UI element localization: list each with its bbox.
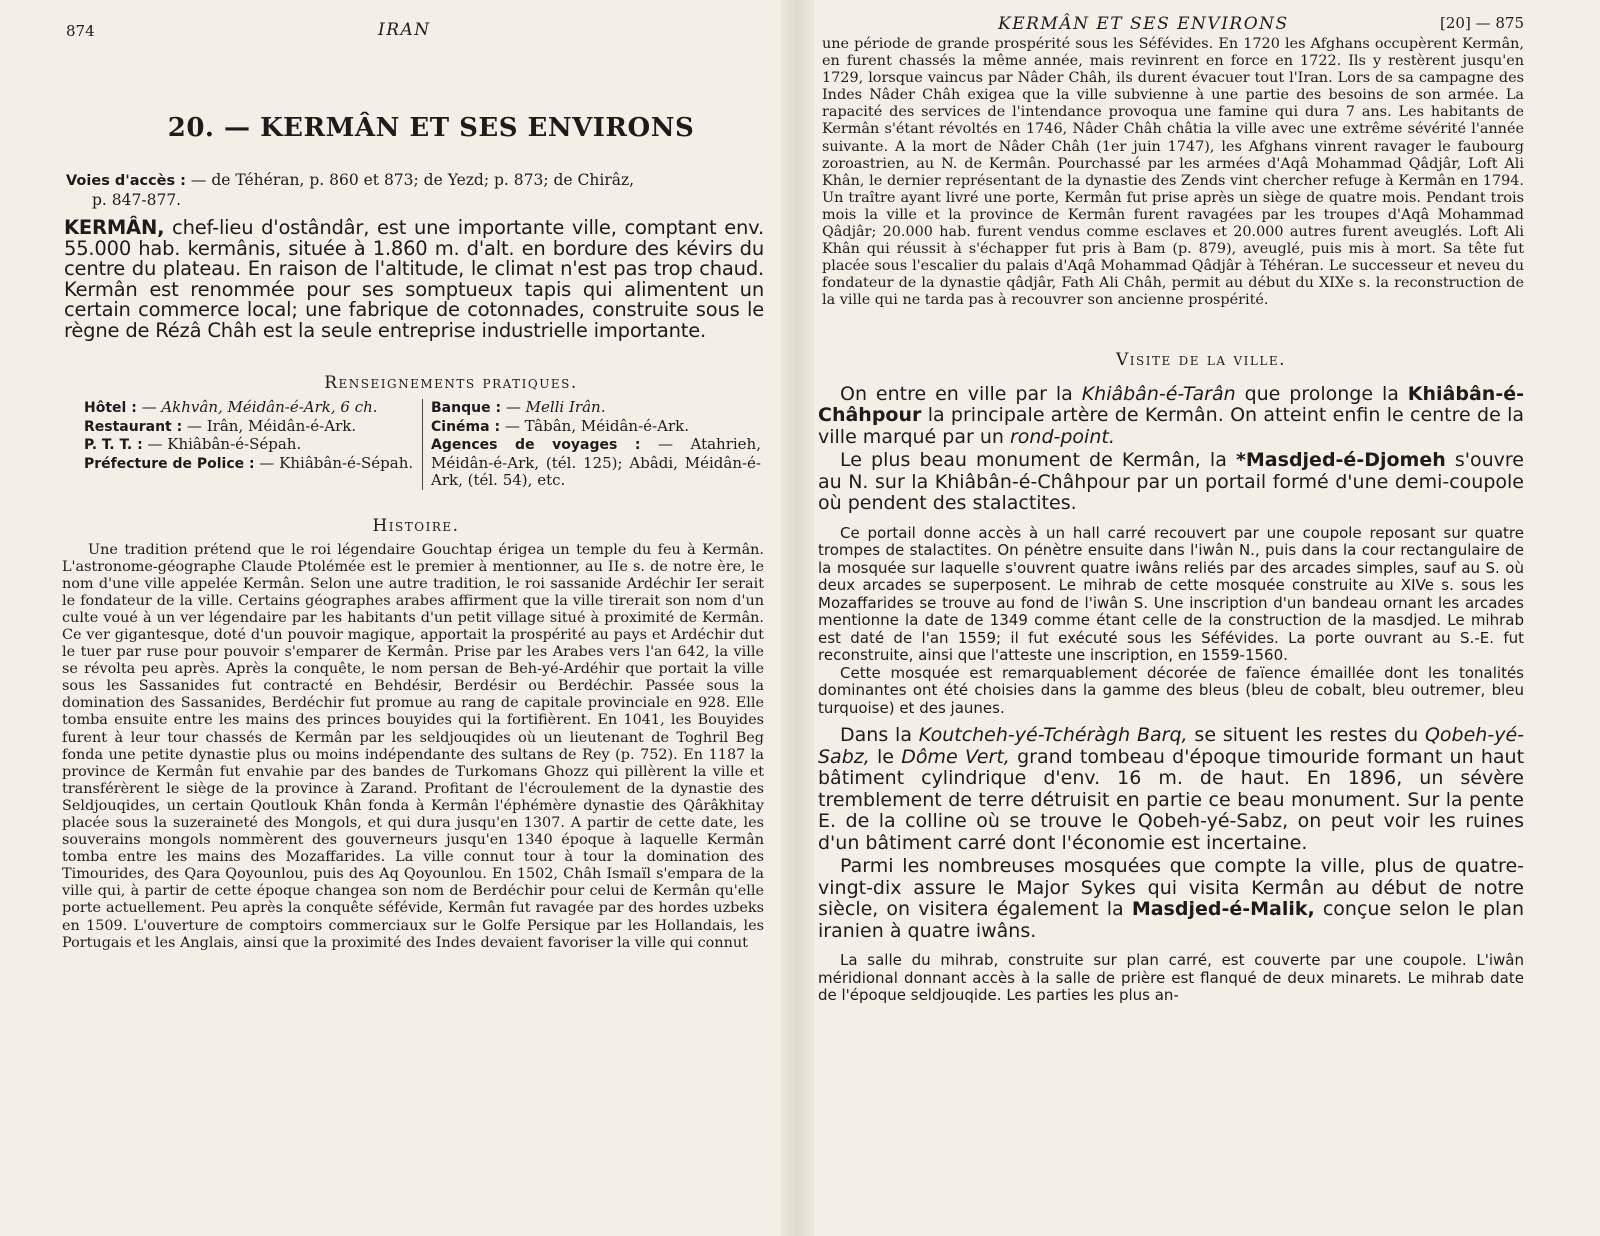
malik-c: conçue selon le plan iranien à quatre iwâns. bbox=[818, 898, 1524, 942]
right-running-head bbox=[818, 0, 1524, 34]
agences-entry bbox=[431, 436, 761, 490]
qobeh-d: Qobeh-yé-Sabz, bbox=[818, 724, 1524, 768]
hotel-text: — Akhvân, Méidân-é-Ark, 6 ch. bbox=[141, 398, 378, 416]
visite-p1-c: que prolonge la bbox=[1244, 382, 1399, 405]
hotel-label: Hôtel : bbox=[84, 400, 137, 416]
mosque-desc-text: Ce portail donne accès à un hall carré recouvert par une coupole reposant sur quatre trompes de stalactites. On pénètre ensuite dans l'iwân N., puis dans la cour rectangulaire de la mosquée sur laquelle s'ouvrent quatre iwâns reliés par des arcades simples, sauf au S. où deux arcades se superposent. Le mihrab de cette mosquée construite au XIVe s. sous les Mozaffarides se trouve au fond de l'iwân S. Une inscription d'un bandeau ornant les arcades mentionne la date de 1349 comme étant celle de la construction de la masdjed. Le mihrab est daté de l'an 1559; il fut exécuté sous les Séfévides. La porte ouvrant au S.-E. fut reconstruite, ainsi que l'atteste une inscription, en 1559-1560. bbox=[818, 523, 1524, 664]
histoire-section bbox=[62, 542, 764, 952]
renseignements-heading: Renseignements pratiques. bbox=[324, 373, 578, 393]
cinema-label: Cinéma : bbox=[431, 418, 501, 435]
restaurant-entry bbox=[84, 418, 414, 437]
ptt-label: P. T. T. : bbox=[84, 437, 143, 453]
practical-info bbox=[84, 399, 764, 490]
visite-heading: Visite de la ville. bbox=[1116, 349, 1286, 370]
banque-label: Banque : bbox=[431, 400, 502, 416]
visite-p1-a: On entre en ville par la bbox=[840, 382, 1073, 405]
banque-entry bbox=[431, 399, 761, 418]
restaurant-label: Restaurant : bbox=[84, 418, 183, 435]
visite-para-1 bbox=[818, 384, 1524, 449]
police-text: — Khiâbân-é-Sépah. bbox=[259, 453, 414, 472]
mihrab-text: La salle du mihrab, construite sur plan carré, est couverte par une coupole. L'iwân méridional donnant accès à la salle de prière est flanqué de deux minarets. Le mihrab date de l'époque seldjouqide. Les parties les plus an- bbox=[818, 951, 1524, 1004]
visite-p1-d: Khiâbân-é-Châhpour bbox=[818, 382, 1524, 426]
banque-text: — Melli Irân. bbox=[505, 398, 606, 416]
histoire-heading: Histoire. bbox=[372, 515, 460, 536]
left-running-head bbox=[58, 0, 764, 38]
police-label: Préfecture de Police : bbox=[84, 455, 255, 472]
mihrab-section bbox=[818, 952, 1524, 1005]
access-text-2: p. 847-877. bbox=[92, 191, 182, 209]
left-running-title: IRAN bbox=[378, 20, 431, 40]
faience-text: Cette mosquée est remarquablement décorée de faïence émaillée dont les tonalités dominantes ont été choisies dans la gamme des bleus (bleu de cobalt, bleu outremer, bleu turquoise) et des jaunes. bbox=[818, 663, 1524, 717]
access-label: Voies d'accès : bbox=[66, 173, 186, 189]
malik-b: Masdjed-é-Malik, bbox=[1131, 898, 1315, 920]
right-page bbox=[818, 0, 1524, 1236]
qobeh-a: Dans la bbox=[840, 724, 912, 746]
histoire-continued-text: une période de grande prospérité sous les Séfévides. En 1720 les Afghans occupèrent Kermân, en furent chassés la même année, mais revinrent en force en 1722. Ils y restèrent jusqu'en 1729, lorsque vaincus par Nâder Châh, ils durent évacuer tout l'Iran. Lors de sa campagne des Indes Nâder Châh exigea que la ville subvienne à une partie des besoins de son armée. La rapacité des services de l'intendance provoqua une famine qui dura 7 ans. Les habitants de Kermân s'étant révoltés en 1746, Nâder Châh châtia la ville avec une extrême sévérité l'année suivante. A la mort de Nâder Châh (1er juin 1747), les Afghans vinrent ravager le faubourg zoroastrien, au N. de Kermân. Pourchassé par les armées d'Aqâ Mohammad Qâdjâr, Loft Ali Khân, le dernier représentant de la dynastie des Zends vint chercher refuge à Kermân en 1794. Un traître ayant livré une porte, Kermân fut prise après un siège de quatre mois. Pendant trois mois la ville et la province de Kermân furent ravagées par les troupes d'Aqâ Mohammad Qâdjâr; 20.000 hab. furent vendus comme esclaves et 20.000 autres furent aveuglés. Loft Ali Khân qui réussit à s'échapper fut pris à Bam (p. 879), aveuglé, puis mis à mort. Sa tête fut placée sous l'escalier du palais d'Aqâ Mohammad Qâdjâr à Téhéran. Le successeur et neveu du fondateur de la dynastie qâdjâr, Fath Ali Châh, permit au début du XIXe s. la reconstruction de la ville qui ne tarda pas à recouvrer son ancienne prospérité. bbox=[822, 36, 1524, 309]
left-page bbox=[58, 0, 764, 1236]
cinema-text: — Tâbân, Méidân-é-Ark. bbox=[504, 416, 689, 435]
city-intro-text: chef-lieu d'ostândâr, est une importante ville, comptant env. 55.000 hab. kermânis, située à 1.860 m. d'alt. en bordure des kévirs du centre du plateau. En raison de l'altitude, le climat n'est pas trop chaud. Kermân est renommée pour ses somptueux tapis qui alimentent un certain commerce local; une fabrique de cotonnades, construite sous le règne de Rézâ Châh est la seule entreprise industrielle importante. bbox=[64, 216, 764, 342]
agences-text: — Atahrieh, Méidân-é-Ark, (tél. 125); Abâdi, Méidân-é-Ark, (tél. 54), etc. bbox=[431, 435, 761, 489]
chapter-title: 20. — KERMÂN ET SES ENVIRONS bbox=[167, 113, 695, 143]
access-text: — de Téhéran, p. 860 et 873; de Yezd; p. 873; de Chirâz, bbox=[190, 171, 635, 189]
practical-info-col1 bbox=[84, 399, 423, 490]
city-name: KERMÂN, bbox=[64, 216, 165, 239]
qobeh-g: grand tombeau d'époque timouride formant un haut bâtiment cylindrique d'env. 16 m. de haut. En 1896, un sévère tremblement de terre détruisit en partie ce beau monument. Sur la pente E. de la colline où se trouve le Qobeh-yé-Sabz, on peut voir les ruines d'un bâtiment carré dont l'économie est incertaine. bbox=[818, 745, 1524, 854]
qobeh-para bbox=[818, 725, 1524, 854]
visite-p1-f: rond-point. bbox=[1009, 425, 1115, 448]
visite-p1-e: la principale artère de Kermân. On atteint enfin le centre de la ville marqué par un bbox=[818, 404, 1524, 448]
book-gutter bbox=[780, 0, 814, 1236]
right-page-number: [20] — 875 bbox=[1440, 14, 1524, 32]
agences-label: Agences de voyages : bbox=[431, 437, 641, 453]
qobeh-section bbox=[818, 725, 1524, 942]
malik-a: Parmi les nombreuses mosquées que compte la ville, plus de quatre-vingt-dix assure le Major Sykes qui visita Kermân au début de notre siècle, on visitera également la bbox=[818, 855, 1524, 920]
qobeh-c: se situent les restes du bbox=[1194, 724, 1419, 746]
ptt-text: — Khiâbân-é-Sépah. bbox=[147, 435, 302, 453]
visite-p2-a: Le plus beau monument de Kermân, la bbox=[840, 449, 1227, 471]
mosque-description bbox=[818, 525, 1524, 718]
access-routes bbox=[66, 171, 764, 210]
practical-info-col2 bbox=[423, 399, 761, 490]
histoire-text: Une tradition prétend que le roi légendaire Gouchtap érigea un temple du feu à Kermân. L'astronome-géographe Claude Ptolémée est le premier à mentionner, au IIe s. de notre ère, le nom d'une ville appelée Kermân. Selon une autre tradition, le roi sassanide Ardéchir Ier serait le fondateur de la ville. Certains géographes arabes affirment que la ville tirerait son nom d'un culte voué à un ver légendaire par les habitants d'un petit village situé à proximité de Kermân. Ce ver gigantesque, doté d'un pouvoir magique, apportait la prospérité au pays et Ardéchir dut le tuer par ruse pour pouvoir s'emparer de Kermân. Prise par les Arabes vers l'an 642, la ville se révolta peu après. Après la conquête, le nom persan de Beh-yé-Ardéhir que portait la ville sous les Sassanides fut contracté en Behdésir, Berdésir ou Berdéchir. Passée sous la domination des Sassanides, Berdéchir fut promue au rang de capitale provinciale en 928. Elle tomba ensuite entre les mains des princes bouyides qui la fortifièrent. En 1041, les Bouyides furent à leur tour chassés de Kermân par les seldjouqides où un lieutenant de Toghril Beg fonda une petite dynastie plus ou moins indépendante des sultans de Rey (p. 752). En 1187 la province de Kermân fut envahie par des bandes de Turkomans Ghozz qui pillèrent la ville et transférèrent le siège de la province à Zarand. Profitant de l'écroulement de la dynastie des Seldjouqides, un certain Qoutlouk Khân fonda à Kermân l'éphémère dynastie des Qârâkhitay placée sous la suzeraineté des Mongols, et qui dura jusqu'en 1307. A partir de cette date, les souverains mongols nommèrent des gouverneurs jusqu'en 1340 époque à laquelle Kermân tomba entre les mains des Mozaffarides. La ville connut tour à tour la domination des Timourides, des Qara Qoyounlou, puis des Aq Qoyounlou. En 1502, Châh Ismaïl s'empara de la ville qui, à partir de cette époque changea son nom de Berdéchir pour celui de Kermân qu'elle porte actuellement. Peu après la conquête séfévide, Kermân fut ravagée par des hordes uzbeks en 1509. L'ouverture de comptoirs commerciaux sur le Golfe Persique par les Hollandais, les Portugais et les Anglais, ainsi que la proximité des Indes devaient favoriser la ville qui connut bbox=[62, 541, 764, 951]
visite-p1-b: Khiâbân-é-Tarân bbox=[1081, 382, 1236, 405]
visite-para-2 bbox=[818, 450, 1524, 515]
qobeh-f: Dôme Vert, bbox=[901, 745, 1010, 768]
histoire-continued bbox=[822, 36, 1524, 310]
left-page-number: 874 bbox=[66, 22, 95, 40]
visite-p2-c: s'ouvre au N. sur la Khiâbân-é-Châhpour par un portail formé d'une demi-coupole où pendent des stalactites. bbox=[818, 449, 1524, 514]
malik-para bbox=[818, 856, 1524, 942]
police-entry bbox=[84, 455, 414, 474]
qobeh-e: le bbox=[877, 745, 894, 768]
qobeh-b: Koutcheh-yé-Tchéràgh Barq, bbox=[918, 724, 1188, 746]
right-running-title: KERMÂN ET SES ENVIRONS bbox=[998, 14, 1289, 34]
hotel-entry bbox=[84, 399, 414, 418]
ptt-entry bbox=[84, 436, 414, 455]
city-intro bbox=[64, 218, 764, 341]
restaurant-text: — Irân, Méidân-é-Ark. bbox=[186, 416, 357, 435]
visite-p2-b: *Masdjed-é-Djomeh bbox=[1235, 449, 1446, 471]
visite-section bbox=[818, 384, 1524, 515]
cinema-entry bbox=[431, 418, 761, 437]
